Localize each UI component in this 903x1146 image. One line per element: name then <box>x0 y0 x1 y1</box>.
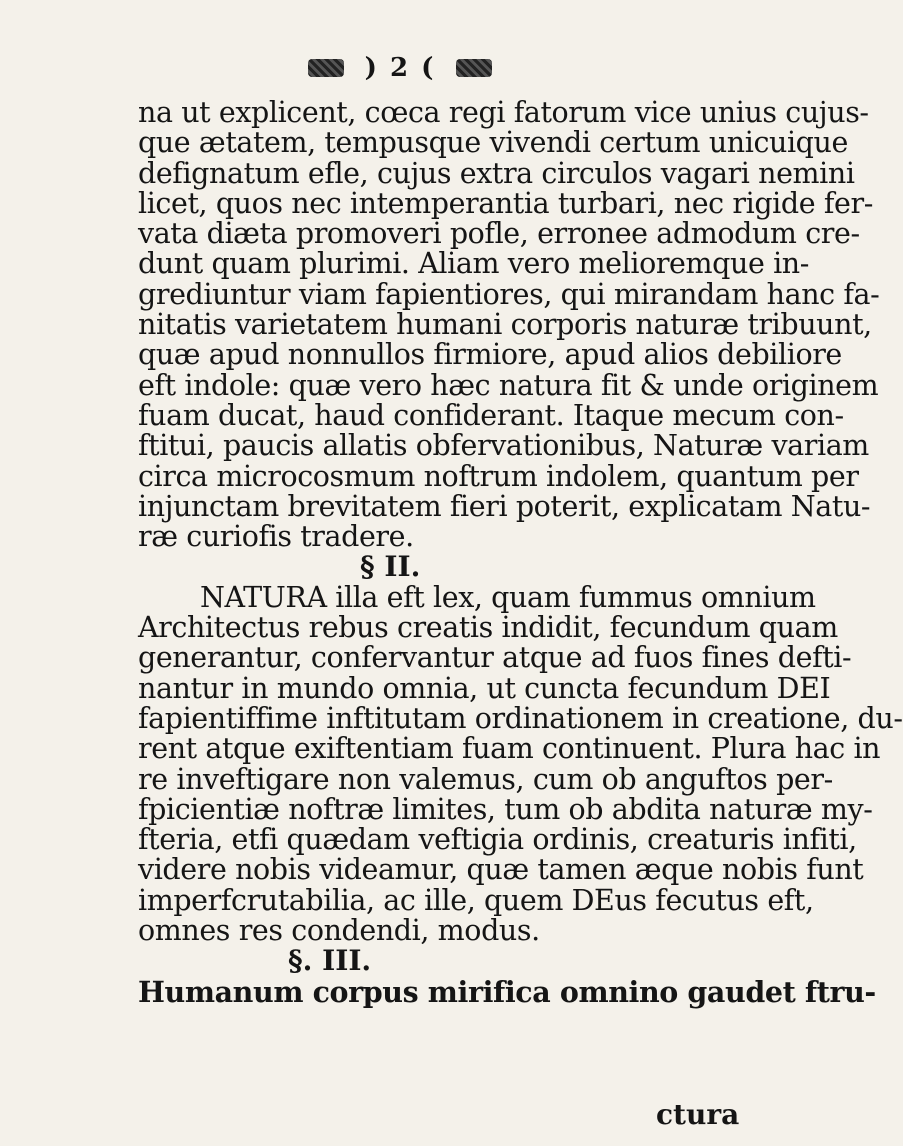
section-heading-3: §. III. <box>288 944 372 978</box>
text-line: nantur in mundo omnia, ut cuncta fecundum DEI <box>138 671 831 705</box>
page-number: ) 2 ( <box>364 53 436 83</box>
text-line: licet, quos nec intemperantia turbari, nec rigide fer- <box>138 186 873 220</box>
text-line: Architectus rebus creatis indidit, fecundum quam <box>138 611 838 645</box>
text-line: Humanum corpus mirifica omnino gaudet ftru- <box>138 974 876 1009</box>
text-line: eft indole: quæ vero hæc natura fit & unde originem <box>138 368 879 402</box>
text-line: quæ apud nonnullos firmiore, apud alios debiliore <box>138 338 842 372</box>
text-line: omnes res condendi, modus. <box>138 914 540 948</box>
text-line: grediuntur viam fapientiores, qui mirandam hanc fa- <box>138 277 880 311</box>
body-text <box>138 96 903 1009</box>
text-line: injunctam brevitatem fieri poterit, explicatam Natu- <box>138 489 871 523</box>
text-line: fpicientiæ noftræ limites, tum ob abdita naturæ my- <box>138 792 873 826</box>
text-line: ftitui, paucis allatis obfervationibus, Naturæ variam <box>138 429 869 463</box>
text-line: ræ curiofis tradere. <box>138 520 414 554</box>
text-line: nitatis varietatem humani corporis naturæ tribuunt, <box>138 308 872 342</box>
text-line: videre nobis videamur, quæ tamen æque nobis funt <box>138 853 864 887</box>
text-line: na ut explicent, cœca regi fatorum vice unius cujus- <box>138 96 869 129</box>
text-line: imperfcrutabilia, ac ille, quem DEus fecutus eft, <box>138 883 814 917</box>
text-line: NATURA illa eft lex, quam fummus omnium <box>200 580 816 614</box>
text-line: dunt quam plurimi. Aliam vero melioremque in- <box>138 247 809 281</box>
text-line: circa microcosmum noftrum indolem, quantum per <box>138 459 859 493</box>
text-line: fuam ducat, haud confiderant. Itaque mecum con- <box>138 398 844 432</box>
text-line: fteria, etfi quædam veftigia ordinis, creaturis infiti, <box>138 823 857 857</box>
text-line: fapientiffime inftitutam ordinationem in creatione, du- <box>138 701 903 735</box>
text-line: que ætatem, tempusque vivendi certum unicuique <box>138 126 848 160</box>
right-ornament-icon <box>456 59 492 77</box>
text-line: re inveftigare non valemus, cum ob anguftos per- <box>138 762 833 796</box>
text-line: rent atque exiftentiam fuam continuent. Plura hac in <box>138 732 881 766</box>
left-ornament-icon <box>308 59 344 77</box>
text-line: generantur, confervantur atque ad fuos fines defti- <box>138 641 852 675</box>
section-heading-2: § II. <box>360 550 421 584</box>
catchword: ctura <box>656 1098 740 1131</box>
page-header <box>0 52 800 83</box>
text-line: vata diæta promoveri pofle, erronee admodum cre- <box>138 217 860 251</box>
text-line: defignatum efle, cujus extra circulos vagari nemini <box>138 156 855 190</box>
